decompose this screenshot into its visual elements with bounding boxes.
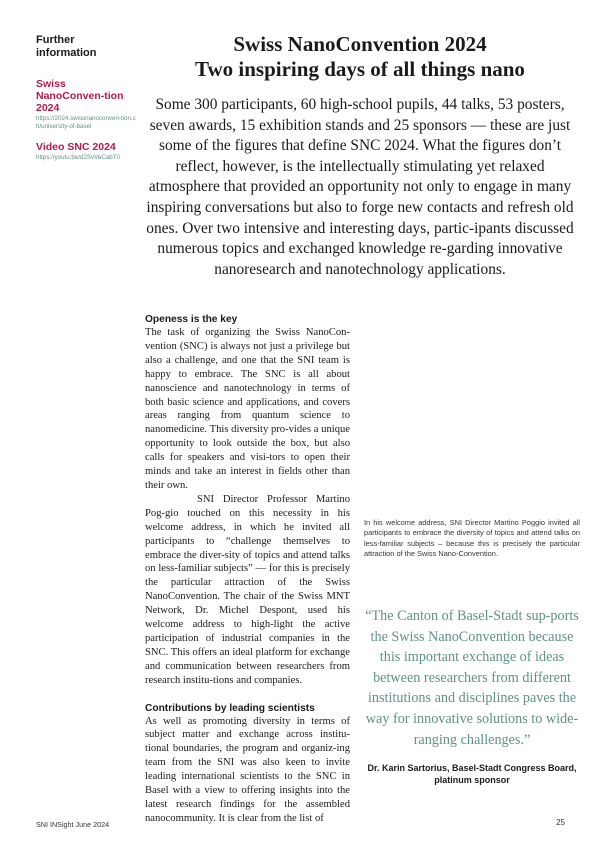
body-paragraph: SNI Director Professor Martino Pog-gio touched on this necessity in his welcome address, in which he invited all participants to “challenge themselves to embrace the diver-sity of topics and attend talks on less-familiar subjects” — for this is precisely the particular attraction of the Swiss NanoConvention. The chair of the Swiss MNT Network, Dr. Michel Despont, used his welcome address to high-light the active participation of industrial companies in the SNC. This offers an ideal platform for exchange and communication between researchers from research institu-tions and companies. <box>145 493 350 686</box>
sidebar-title: Further information <box>36 34 97 59</box>
link-url[interactable]: https://2024.swissnanoconven-tion.ch/university-of-basel <box>36 115 136 130</box>
link-url[interactable]: https://youtu.be/d2SvVeCabT0 <box>36 154 120 161</box>
photo-caption: In his welcome address, SNI Director Martino Poggio invited all participants to embrace the diversity of topics and attend talks on less-familiar subjects – because this is precisely the particular attraction of the Swiss Nano-Convention. <box>364 518 580 559</box>
section-heading-openess: Openess is the key <box>145 314 238 325</box>
sidebar-link-video-snc-2024[interactable] <box>36 141 136 162</box>
page-subtitle: Two inspiring days of all things nano <box>195 57 525 81</box>
link-title[interactable]: Video SNC 2024 <box>36 141 116 153</box>
link-title[interactable]: Swiss NanoConven-tion 2024 <box>36 78 124 114</box>
page-number: 25 <box>556 818 565 827</box>
pull-quote: “The Canton of Basel-Stadt sup-ports the Swiss NanoConvention because this important exchange of ideas between researchers from different institutions and disciplines paves the way for innovative solutions to wide-ranging challenges.” <box>365 608 579 748</box>
sidebar-link-snc-2024[interactable] <box>36 78 136 131</box>
body-paragraph: The task of organizing the Swiss NanoCon-vention (SNC) is always not just a privilege but also a challenge, and one that the SNI team is happy to embrace. The SNC is all about nanoscience and nanotechnology in terms of both basic science and applications, and covers areas ranging from quantum science to nanomedicine. This diversity pro-vides a unique opportunity to look outside the box, but also calls for speakers and visi-tors to open their minds and take an interest in fields other than their own. <box>145 327 350 491</box>
further-information-sidebar <box>36 34 136 172</box>
article-header <box>140 32 580 82</box>
section-heading-contributions: Contributions by leading scientists <box>145 702 315 714</box>
quote-attribution: Dr. Karin Sartorius, Basel-Stadt Congress Board, platinum sponsor <box>367 763 577 785</box>
page-title: Swiss NanoConvention 2024 <box>233 32 487 56</box>
body-paragraph: As well as promoting diversity in terms of subject matter and exchange across institu-tional boundaries, the program and organiz-ing team from the SNI was also keen to invite leading international scientists to the SNC in Basel with a view to offering insights into the latest research findings for the assembled nanocommunity. It is clear from the list of <box>145 715 350 824</box>
lead-paragraph: Some 300 participants, 60 high-school pupils, 44 talks, 53 posters, seven awards, 15 exhibition stands and 25 sponsors — these are just some of the figures that define SNC 2024. What the figures don’t reflect, however, is the intellectually stimulating yet relaxed atmosphere that provided an opportunity not only to engage in many inspiring conversations but also to forge new contacts and refresh old ones. Over two intensive and interesting days, partic-ipants discussed numerous topics and exchanged knowledge re-garding innovative nanoresearch and nanotechnology applications. <box>146 96 574 278</box>
publication-name: SNI INSight June 2024 <box>36 820 110 829</box>
article-body <box>145 313 350 826</box>
